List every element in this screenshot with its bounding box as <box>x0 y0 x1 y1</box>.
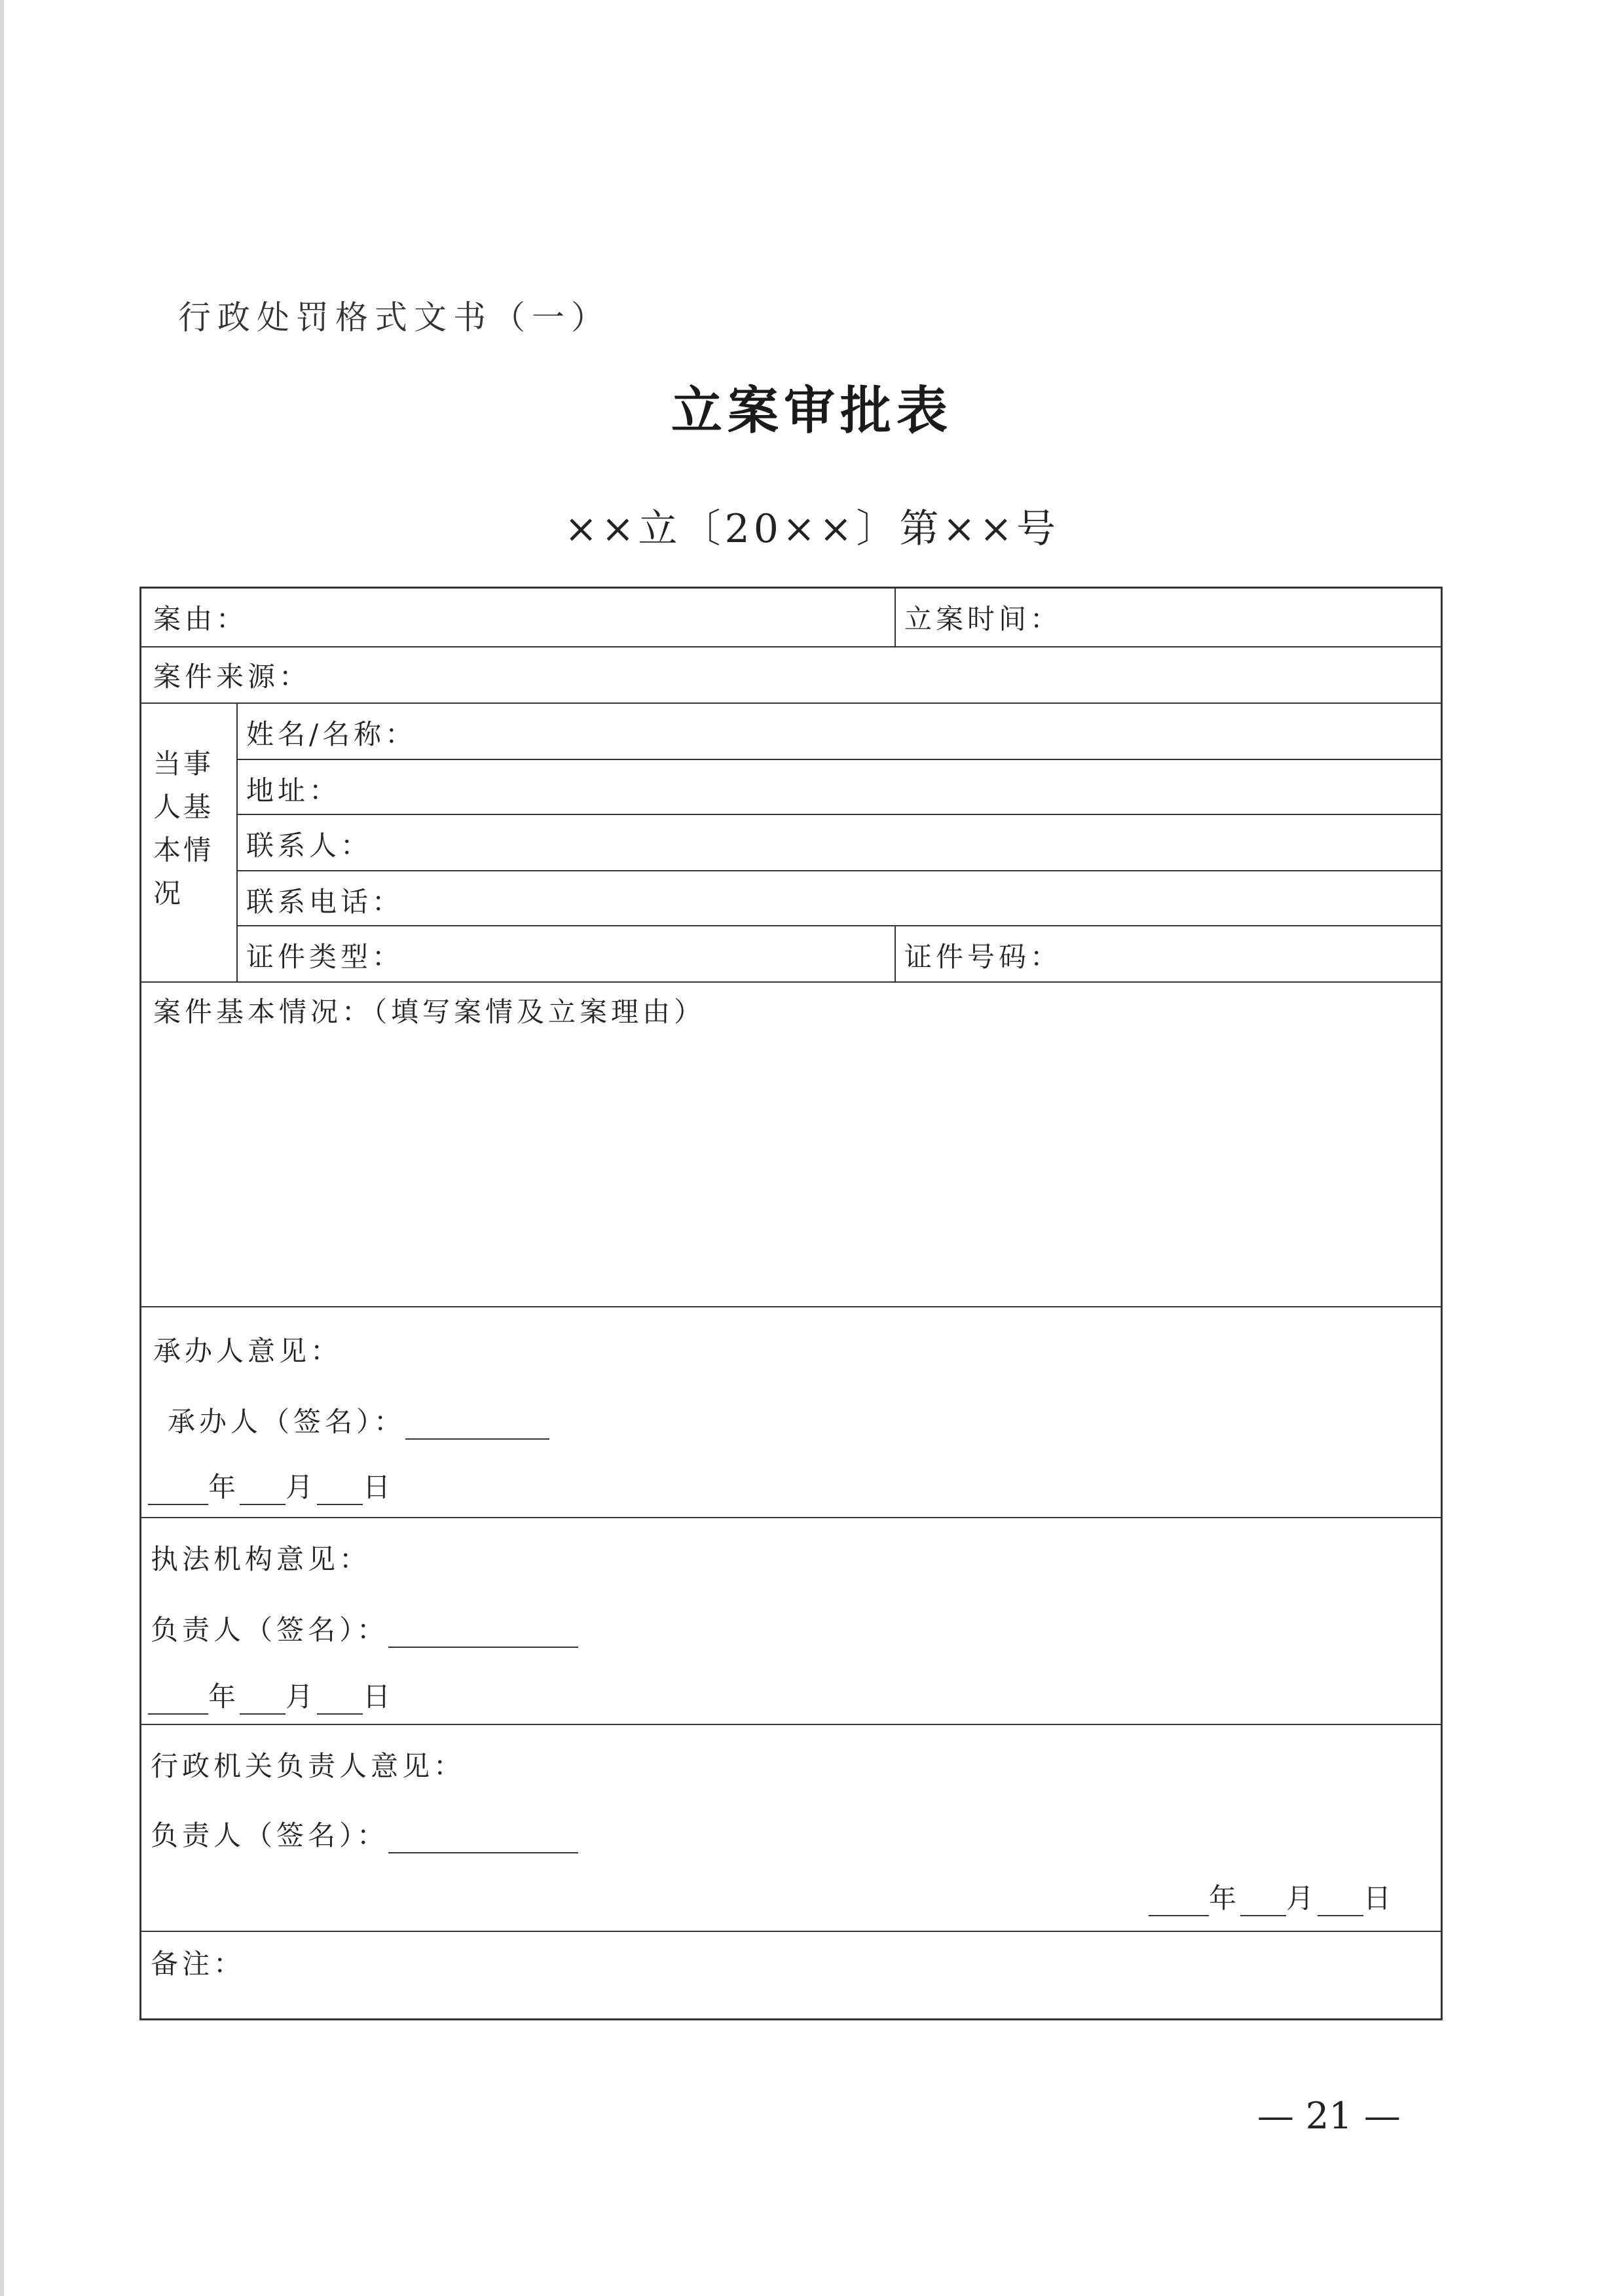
day-label: 日 <box>1363 1882 1395 1914</box>
row-divider <box>141 1517 1441 1518</box>
row-divider <box>141 646 1441 647</box>
row-divider <box>141 981 1441 983</box>
filing-time-field[interactable]: 立案时间： <box>904 603 1062 635</box>
enforcement-date[interactable] <box>148 1675 394 1715</box>
year-blank[interactable] <box>148 1475 208 1505</box>
day-blank[interactable] <box>317 1685 363 1715</box>
year-label: 年 <box>208 1681 240 1713</box>
document-number: ××立〔20××〕第××号 <box>564 506 1060 552</box>
month-blank[interactable] <box>240 1475 286 1505</box>
agency-signature-label: 负责人（签名）： <box>151 1819 389 1851</box>
day-label: 日 <box>363 1681 395 1713</box>
month-blank[interactable] <box>240 1685 286 1715</box>
party-section-divider <box>236 702 238 981</box>
agency-opinion-field[interactable]: 行政机关负责人意见： <box>151 1750 466 1782</box>
month-label: 月 <box>286 1471 318 1503</box>
signature-blank[interactable] <box>388 1823 578 1853</box>
month-label: 月 <box>1286 1882 1318 1914</box>
case-summary-field[interactable]: 案件基本情况：（填写案情及立案理由） <box>153 996 706 1028</box>
enforcement-signature-label: 负责人（签名）： <box>151 1614 389 1646</box>
day-blank[interactable] <box>1318 1886 1363 1916</box>
year-blank[interactable] <box>148 1685 208 1715</box>
case-cause-field[interactable]: 案由： <box>153 603 248 635</box>
row1-divider <box>895 589 896 646</box>
id-row-divider <box>895 925 896 981</box>
series-label: 行政处罚格式文书（一） <box>178 299 610 337</box>
row-divider <box>141 1306 1441 1307</box>
id-number-field[interactable]: 证件号码： <box>904 941 1062 973</box>
document-title: 立案审批表 <box>671 381 953 441</box>
party-contact-field[interactable]: 联系人： <box>246 829 373 862</box>
row-divider <box>236 925 1441 926</box>
handler-signature-line[interactable] <box>168 1400 549 1440</box>
party-phone-field[interactable]: 联系电话： <box>246 886 404 918</box>
handler-signature-label: 承办人（签名）： <box>168 1406 406 1438</box>
enforcement-opinion-field[interactable]: 执法机构意见： <box>151 1543 371 1575</box>
party-name-field[interactable]: 姓名/名称： <box>246 718 417 750</box>
case-source-field[interactable]: 案件来源： <box>153 661 311 693</box>
row-divider <box>141 1724 1441 1725</box>
year-blank[interactable] <box>1149 1886 1209 1916</box>
signature-blank[interactable] <box>388 1618 578 1648</box>
signature-blank[interactable] <box>405 1410 549 1440</box>
year-label: 年 <box>1209 1882 1241 1914</box>
handler-opinion-field[interactable]: 承办人意见： <box>153 1335 342 1367</box>
agency-signature-line[interactable] <box>151 1814 578 1853</box>
row-divider <box>236 870 1441 871</box>
row-divider <box>236 814 1441 815</box>
enforcement-signature-line[interactable] <box>151 1609 578 1648</box>
agency-date[interactable] <box>1149 1877 1395 1916</box>
month-label: 月 <box>286 1681 318 1713</box>
approval-form-table <box>139 587 1443 2020</box>
day-label: 日 <box>363 1471 395 1503</box>
id-type-field[interactable]: 证件类型： <box>246 941 404 973</box>
day-blank[interactable] <box>317 1475 363 1505</box>
remarks-field[interactable]: 备注： <box>151 1948 246 1980</box>
month-blank[interactable] <box>1240 1886 1286 1916</box>
scan-edge <box>0 0 4 2296</box>
row-divider <box>236 759 1441 760</box>
row-divider <box>141 1931 1441 1932</box>
page-number: — 21 — <box>1257 2095 1401 2138</box>
handler-date[interactable] <box>148 1466 394 1505</box>
year-label: 年 <box>208 1471 240 1503</box>
party-section-label: 当事人基本情况 <box>153 748 214 909</box>
row-divider <box>141 702 1441 704</box>
party-address-field[interactable]: 地址： <box>246 774 341 807</box>
